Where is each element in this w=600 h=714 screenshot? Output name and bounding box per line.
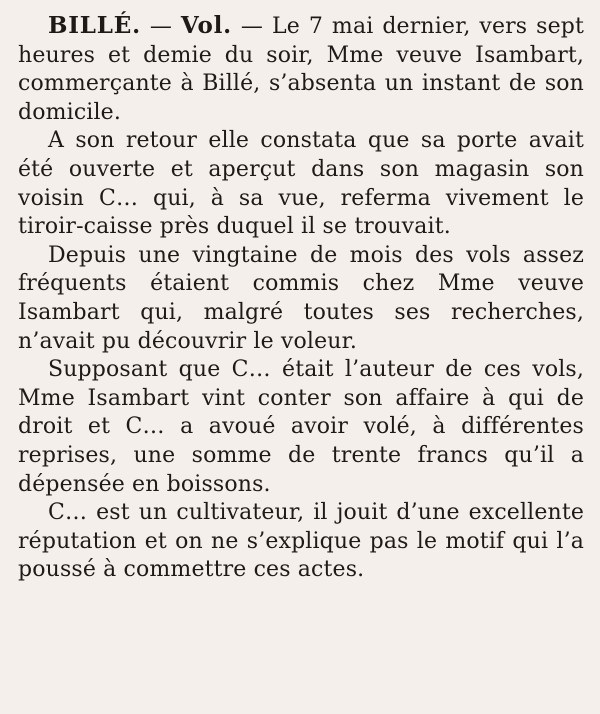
paragraph-1-text: Le 7 mai dernier, vers sept heures et demie du soir, Mme veuve Isambart, commerçante à Billé, s’absenta un instant de son domicile. <box>18 14 585 125</box>
headline-separator-2: — <box>231 14 272 39</box>
paragraph-3: Depuis une vingtaine de mois des vols assez fréquents étaient commis chez Mme veuve Isambart qui, malgré toutes ses recherches, n’avait pu découvrir le voleur. <box>18 242 584 354</box>
paragraph-2: A son retour elle constata que sa porte avait été ouverte et aperçut dans son magasin son voisin C… qui, à sa vue, referma vivement le tiroir-caisse près duquel il se trouvait. <box>18 128 584 240</box>
paragraph-4: Supposant que C… était l’auteur de ces vols, Mme Isambart vint conter son affaire à qui de droit et C… a avoué avoir volé, à différentes reprises, une somme de trente francs qu’il a dépensée en boissons. <box>18 357 584 497</box>
paragraph-1 <box>18 12 584 127</box>
headline-place: BILLÉ. <box>48 12 141 39</box>
headline-separator-1: — <box>140 14 181 39</box>
headline-category: Vol. <box>180 12 232 39</box>
paragraph-5: C… est un cultivateur, il jouit d’une excellente réputation et on ne s’explique pas le motif qui l’a poussé à commettre ces actes. <box>18 500 584 583</box>
